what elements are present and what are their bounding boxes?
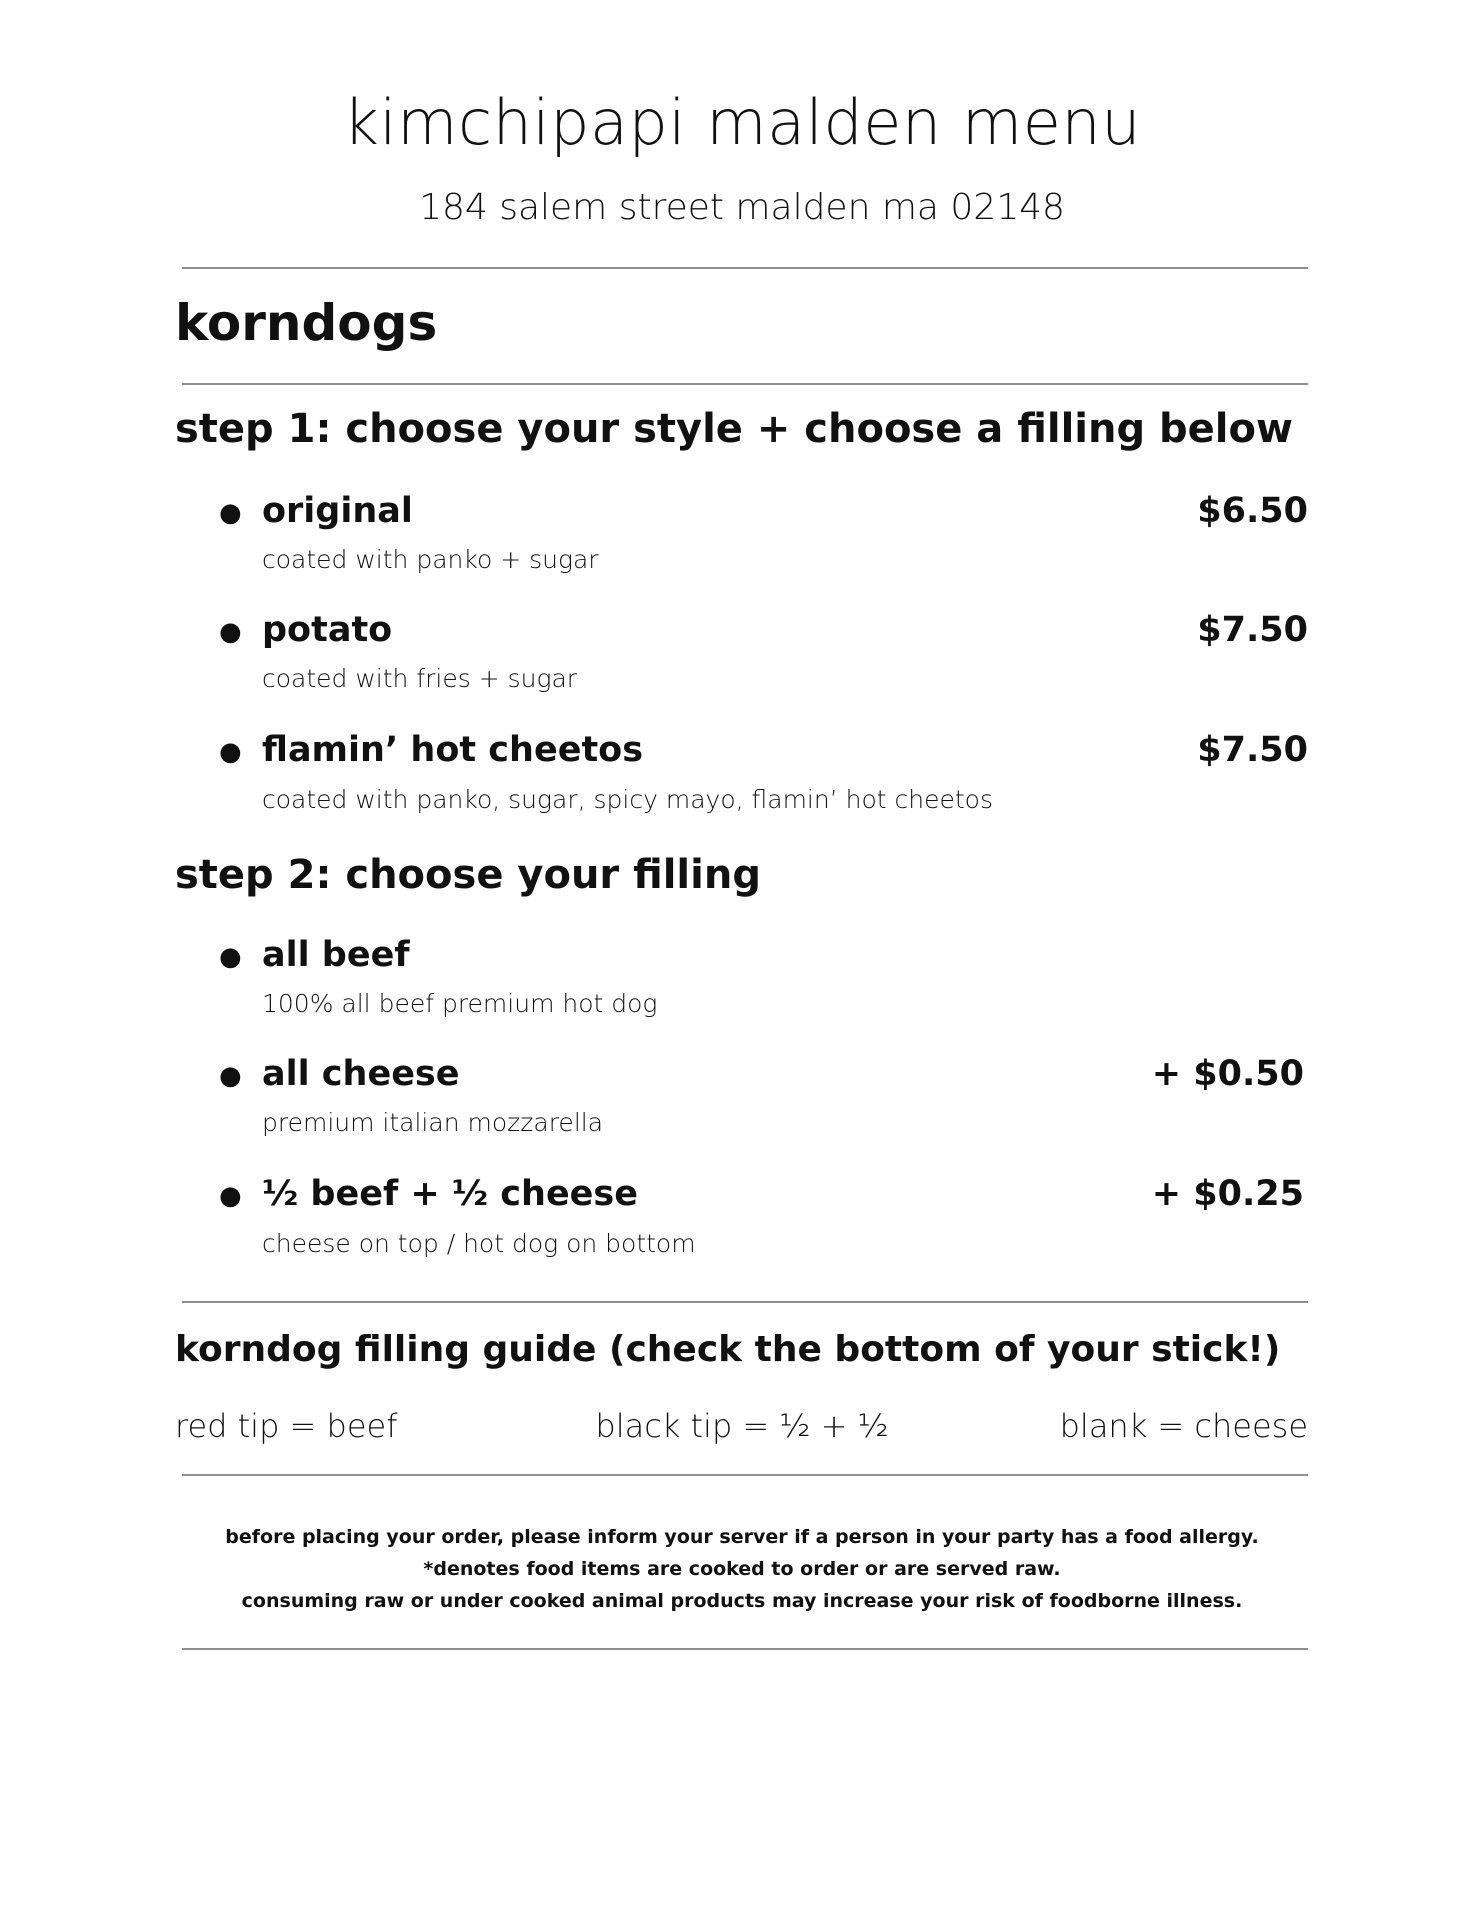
menu-item-name: flamin’ hot cheetos bbox=[262, 730, 644, 770]
divider bbox=[182, 267, 1308, 269]
bullet-icon: ● bbox=[219, 1061, 242, 1091]
step1-title: step 1: choose your style + choose a filling below bbox=[175, 406, 1293, 452]
divider bbox=[182, 1474, 1308, 1476]
menu-item-description: coated with panko + sugar bbox=[262, 545, 599, 574]
menu-item-name: potato bbox=[262, 610, 393, 650]
bullet-icon: ● bbox=[219, 737, 242, 767]
menu-item-name: ½ beef + ½ cheese bbox=[262, 1174, 638, 1214]
bullet-icon: ● bbox=[219, 498, 242, 528]
menu-item-description: coated with fries + sugar bbox=[262, 664, 578, 693]
menu-item-name: all cheese bbox=[262, 1054, 460, 1094]
menu-item-price: $7.50 bbox=[1197, 610, 1308, 650]
disclaimer-line: before placing your order, please inform your server if a person in your party has a food allergy. bbox=[225, 1526, 1259, 1548]
divider bbox=[182, 383, 1308, 385]
menu-item-description: coated with panko, sugar, spicy mayo, flamin’ hot cheetos bbox=[262, 785, 993, 814]
menu-item-price: $6.50 bbox=[1197, 491, 1308, 531]
divider bbox=[182, 1648, 1308, 1650]
guide-red-tip: red tip = beef bbox=[175, 1407, 398, 1445]
menu-item-description: 100% all beef premium hot dog bbox=[262, 989, 658, 1018]
menu-item-name: all beef bbox=[262, 935, 410, 975]
page-title: kimchipapi malden menu bbox=[342, 86, 1142, 159]
step2-title: step 2: choose your filling bbox=[175, 852, 761, 898]
guide-title: korndog filling guide (check the bottom of your stick!) bbox=[175, 1329, 1281, 1370]
menu-item-price: $7.50 bbox=[1197, 730, 1308, 770]
menu-item-price: + $0.25 bbox=[1151, 1174, 1304, 1214]
disclaimer-line: *denotes food items are cooked to order or are served raw. bbox=[423, 1558, 1061, 1580]
menu-item-name: original bbox=[262, 491, 413, 531]
menu-item-price: + $0.50 bbox=[1151, 1054, 1304, 1094]
guide-black-tip: black tip = ½ + ½ bbox=[595, 1407, 889, 1445]
menu-item-description: premium italian mozzarella bbox=[262, 1108, 604, 1137]
menu-item-description: cheese on top / hot dog on bottom bbox=[262, 1229, 696, 1258]
disclaimer-line: consuming raw or under cooked animal products may increase your risk of foodborne illness. bbox=[241, 1590, 1243, 1612]
divider bbox=[182, 1301, 1308, 1303]
bullet-icon: ● bbox=[219, 617, 242, 647]
bullet-icon: ● bbox=[219, 1181, 242, 1211]
bullet-icon: ● bbox=[219, 942, 242, 972]
guide-blank: blank = cheese bbox=[1059, 1407, 1308, 1445]
address: 184 salem street malden ma 02148 bbox=[419, 187, 1065, 228]
section-title: korndogs bbox=[175, 294, 438, 352]
